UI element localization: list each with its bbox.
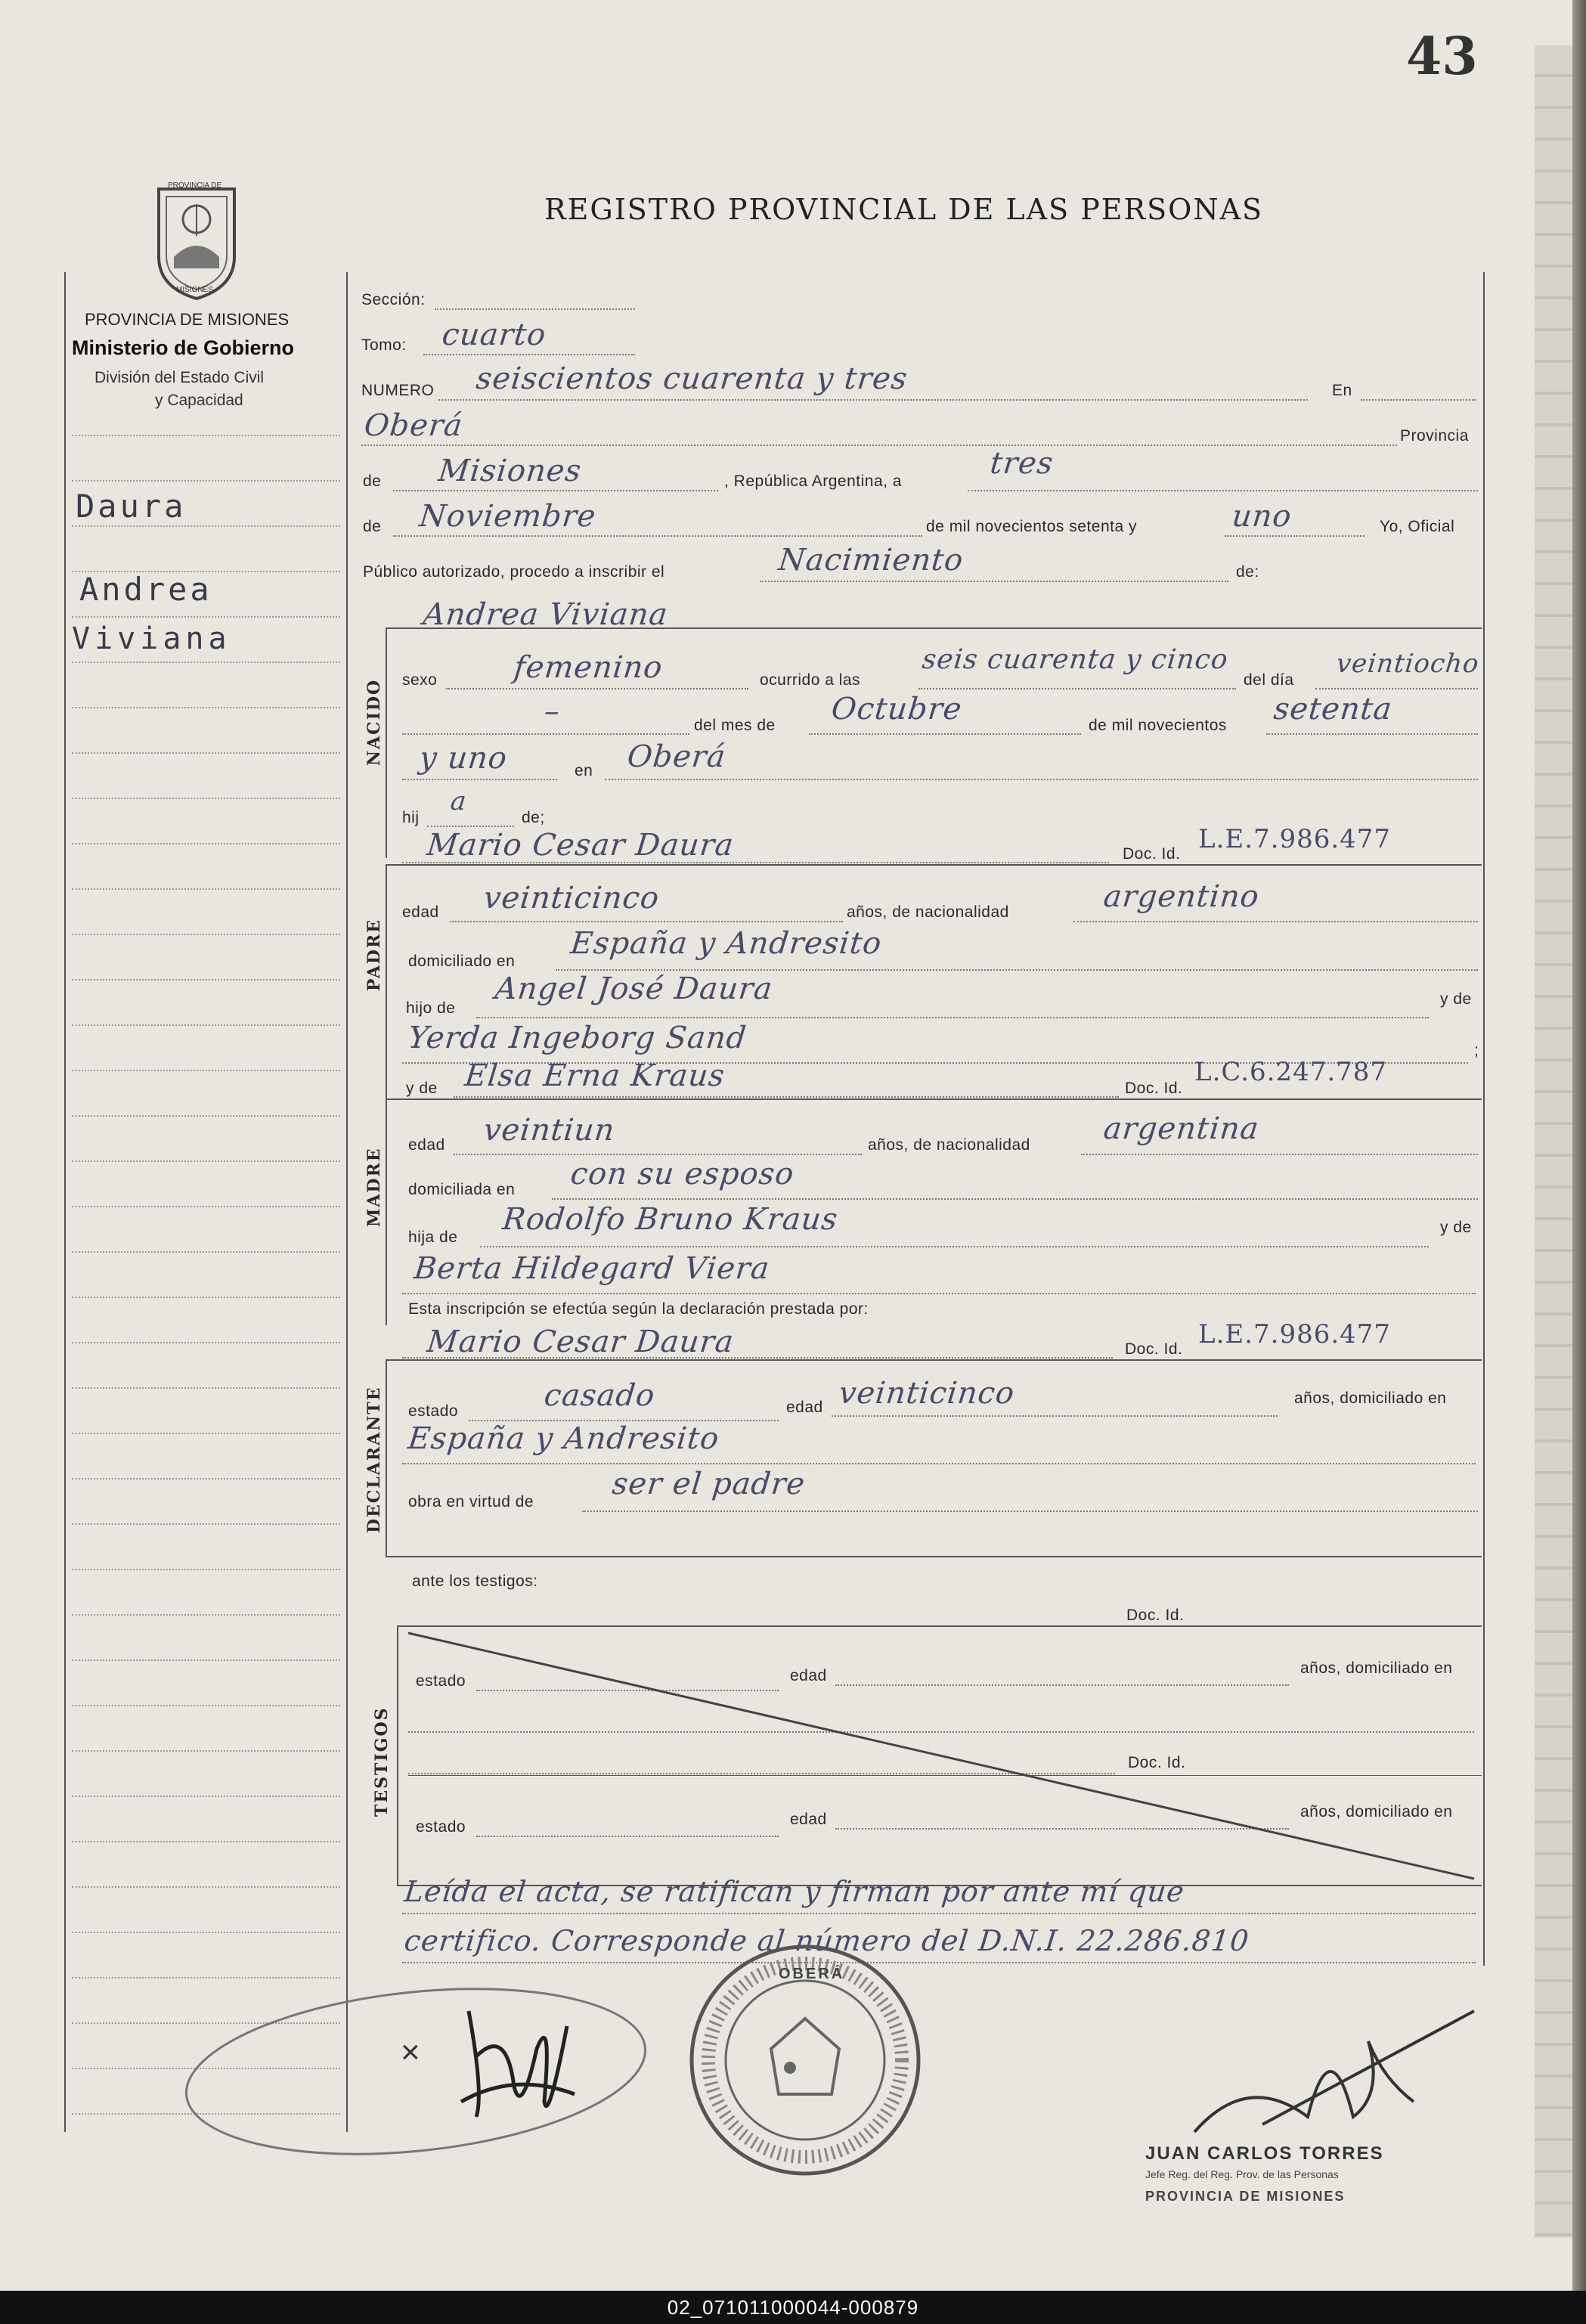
testigos-bracket: [397, 1625, 398, 1886]
margin-rule: [72, 843, 340, 844]
testigos-intro-label: ante los testigos:: [412, 1573, 538, 1590]
day-value: tres: [988, 446, 1055, 481]
padre-semicolon: ;: [1474, 1042, 1479, 1059]
column-divider: [346, 272, 348, 2132]
province-value: Misiones: [436, 454, 584, 488]
madre-name-line: [454, 1096, 1119, 1098]
madre-y-de-label-2: y de: [1440, 1219, 1472, 1236]
sexo-label: sexo: [402, 671, 438, 689]
nacido-name-value: Andrea Viviana: [421, 597, 670, 632]
margin-rule: [72, 1342, 340, 1343]
day-line: [968, 490, 1478, 491]
testigo-1-edad-label: edad: [790, 1667, 827, 1684]
de-label-2: de: [363, 518, 382, 535]
padre-edad-line: [450, 921, 843, 922]
province-label: PROVINCIA DE MISIONES: [85, 310, 290, 329]
dia-value: veintiocho: [1334, 649, 1481, 679]
seccion-line: [435, 308, 635, 310]
padre-nac-value: argentino: [1101, 879, 1262, 914]
binder-tabs: [1535, 45, 1572, 2238]
margin-surname: Daura: [76, 488, 187, 525]
padre-domicilio-label: domiciliado en: [408, 953, 516, 970]
numero-line: [438, 399, 1308, 401]
official-title-stamp: Jefe Reg. del Reg. Prov. de las Personas: [1145, 2168, 1339, 2180]
inscripcion-label: Esta inscripción se efectúa según la declaración prestada por:: [408, 1300, 869, 1318]
padre-bracket: [386, 864, 387, 1098]
testigo-2-edad-label: edad: [790, 1811, 827, 1828]
en-label: En: [1332, 382, 1352, 399]
testigo-1-estado-label: estado: [416, 1672, 466, 1690]
margin-rule: [72, 1523, 340, 1525]
anio-value-2: y uno: [417, 741, 510, 776]
publico-label: Público autorizado, procedo a inscribir el: [363, 563, 665, 581]
declarante-name-line: [402, 1357, 1113, 1359]
madre-nac-value: argentina: [1101, 1111, 1261, 1146]
madre-domicilio-line: [552, 1198, 1478, 1200]
acta-value: Nacimiento: [776, 543, 965, 578]
testigo-2-anos-label: años, domiciliado en: [1300, 1803, 1453, 1820]
official-name-stamp: JUAN CARLOS TORRES: [1145, 2143, 1384, 2164]
hij-line: [427, 826, 514, 827]
margin-rule: [72, 752, 340, 754]
sexo-line: [446, 688, 748, 689]
official-province-stamp: PROVINCIA DE MISIONES: [1145, 2189, 1346, 2204]
ocurrido-label: ocurrido a las: [760, 671, 861, 689]
margin-rule: [72, 1251, 340, 1253]
testigos-label: TESTIGOS: [372, 1706, 392, 1817]
margin-rule: [72, 1206, 340, 1207]
anio-line: [1266, 733, 1478, 735]
tomo-label: Tomo:: [361, 336, 407, 354]
mil-label: de mil novecientos setenta y: [926, 518, 1137, 535]
tomo-line: [423, 354, 635, 355]
madre-doc-label: Doc. Id.: [1125, 1080, 1183, 1097]
declarante-doc-value: L.E.7.986.477: [1198, 1319, 1392, 1349]
testigo-2-estado-label: estado: [416, 1818, 466, 1836]
numero-value: seiscientos cuarenta y tres: [474, 361, 909, 396]
madre-name-value: Elsa Erna Kraus: [463, 1058, 727, 1093]
madre-nac-line: [1081, 1154, 1478, 1155]
declarante-obra-value: ser el padre: [610, 1467, 807, 1501]
padre-edad-label: edad: [402, 903, 439, 921]
right-frame-line: [1483, 272, 1485, 1966]
margin-rule: [72, 934, 340, 935]
declarante-bottom-line: [386, 1556, 1482, 1557]
declarante-edad-value: veinticinco: [837, 1376, 1017, 1411]
republica-label: , República Argentina, a: [724, 473, 902, 490]
madre-nac-label: años, de nacionalidad: [868, 1136, 1030, 1154]
anio2-line: [402, 779, 557, 780]
nacido-dash: –: [542, 694, 562, 729]
margin-rule: [72, 1115, 340, 1117]
mil-novecientos-label: de mil novecientos: [1089, 717, 1227, 734]
declarante-domicilio-value: España y Andresito: [406, 1421, 721, 1456]
oficial-label: Yo, Oficial: [1380, 518, 1455, 535]
madre-doc-value: L.C.6.247.787: [1194, 1057, 1388, 1087]
padre-top-line: [386, 864, 1482, 866]
lugar-line: [605, 779, 1478, 780]
padre-name-value: Mario Cesar Daura: [425, 828, 736, 863]
madre-label: MADRE: [364, 1147, 384, 1227]
page-number: 43: [1406, 26, 1478, 87]
sexo-value: femenino: [512, 650, 664, 685]
dash-line: [402, 733, 689, 735]
declarante-name-value: Mario Cesar Daura: [425, 1325, 736, 1359]
testigo-1-doc-label: Doc. Id.: [1126, 1607, 1185, 1624]
city-line: [361, 445, 1397, 446]
margin-rule: [72, 1932, 340, 1933]
margin-rule: [72, 1433, 340, 1434]
margin-rule: [72, 1750, 340, 1752]
madre-edad-line: [454, 1154, 862, 1155]
margin-rule: [72, 1478, 340, 1480]
margin-rule: [72, 1070, 340, 1071]
margin-rule: [72, 707, 340, 708]
margin-rule: [72, 1387, 340, 1389]
padre-name-line: [402, 862, 1109, 863]
year-value: uno: [1230, 499, 1294, 534]
hij-value: a: [448, 786, 469, 816]
padre-y-de-label: y de: [1440, 990, 1472, 1008]
round-stamp-center: OBERÁ: [779, 1966, 845, 1982]
margin-rule: [72, 1297, 340, 1298]
dia-line: [1315, 688, 1478, 689]
margin-rule: [72, 798, 340, 799]
numero-label: NUMERO: [361, 382, 435, 399]
madre-hija-line: [480, 1246, 1429, 1247]
testigo-2-doc-label: Doc. Id.: [1128, 1754, 1186, 1771]
padre-domicilio-line: [556, 969, 1478, 971]
hij-label: hij: [402, 809, 420, 826]
padre-nac-label: años, de nacionalidad: [847, 903, 1009, 921]
padre-doc-label: Doc. Id.: [1123, 845, 1181, 863]
declarante-edad-line: [832, 1415, 1278, 1417]
margin-rule: [72, 888, 340, 890]
padre-hijo-line: [476, 1017, 1429, 1018]
seccion-label: Sección:: [361, 291, 426, 308]
margin-name-2: Viviana: [72, 621, 231, 656]
padre-edad-value: veinticinco: [482, 881, 661, 916]
closing-line-2-rule: [402, 1962, 1476, 1963]
margin-rule: [72, 1796, 340, 1797]
declarante-estado-value: casado: [542, 1378, 657, 1413]
madre-madre-line: [402, 1293, 1476, 1294]
closing-line-1-rule: [402, 1913, 1476, 1914]
closing-line-1: Leída el acta, se ratifican y firman por ante mí que: [402, 1875, 1187, 1908]
mes-value: Octubre: [829, 692, 964, 727]
madre-top-line: [386, 1098, 1482, 1100]
declarante-edad-label: edad: [786, 1399, 823, 1416]
x-mark: ×: [401, 2034, 420, 2071]
hora-value: seis cuarenta y cinco: [920, 644, 1230, 675]
mes-label: del mes de: [694, 717, 776, 734]
nacido-label: NACIDO: [364, 678, 384, 766]
declarante-doc-label: Doc. Id.: [1125, 1340, 1183, 1358]
seal-text-bottom: MISIONES: [176, 286, 213, 294]
madre-y-de-label: y de: [406, 1080, 438, 1097]
margin-name-1: Andrea: [79, 571, 212, 608]
de-label: de: [363, 473, 382, 490]
tomo-value: cuarto: [440, 318, 548, 352]
province-line: [393, 490, 718, 491]
madre-edad-value: veintiun: [482, 1113, 617, 1148]
declarante-obra-line: [582, 1511, 1478, 1512]
margin-rule: [72, 662, 340, 663]
cancel-strike-line: [401, 1625, 1482, 1886]
margin-rule: [72, 1705, 340, 1706]
left-frame-line: [64, 272, 66, 2132]
page-title: REGISTRO PROVINCIAL DE LAS PERSONAS: [544, 193, 1264, 226]
declarant-signature: [438, 1981, 590, 2132]
ministry-label: Ministerio de Gobierno: [72, 336, 295, 359]
year-line: [1225, 535, 1365, 537]
seal-text-top: PROVINCIA DE: [168, 181, 222, 190]
dia-label: del día: [1244, 671, 1294, 689]
mes-line: [809, 733, 1081, 735]
padre-domicilio-value: España y Andresito: [568, 926, 884, 961]
division-label: División del Estado Civil: [94, 369, 265, 386]
madre-bracket: [386, 1098, 387, 1325]
padre-label: PADRE: [364, 918, 384, 992]
city-value: Oberá: [362, 408, 465, 443]
margin-rule: [72, 480, 340, 482]
margin-rule: [72, 1886, 340, 1888]
declarante-label: DECLARANTE: [364, 1386, 384, 1533]
madre-hija-label: hija de: [408, 1229, 458, 1246]
image-id-bar: [0, 2291, 1586, 2324]
madre-madre-value: Berta Hildegard Viera: [412, 1251, 772, 1286]
hora-line: [918, 688, 1236, 689]
padre-madre-value: Yerda Ingeborg Sand: [406, 1021, 748, 1055]
padre-hijo-label: hijo de: [406, 999, 456, 1017]
declarante-top-line: [386, 1359, 1482, 1361]
declarante-obra-label: obra en virtud de: [408, 1493, 534, 1511]
padre-doc-value: L.E.7.986.477: [1198, 824, 1392, 854]
book-binding-edge: [1572, 0, 1586, 2291]
testigo-1-anos-label: años, domiciliado en: [1300, 1659, 1453, 1677]
de-colon-label: de:: [1236, 563, 1259, 581]
margin-rule: [72, 435, 340, 436]
madre-hija-value: Rodolfo Bruno Kraus: [500, 1202, 840, 1237]
declarante-estado-label: estado: [408, 1402, 459, 1420]
padre-nac-line: [1073, 921, 1478, 922]
lugar-value: Oberá: [625, 739, 728, 774]
margin-rule: [72, 616, 340, 618]
en-line: [1361, 399, 1476, 401]
image-id-text: 02_071011000044-000879: [667, 2295, 919, 2319]
margin-rule: [72, 1024, 340, 1026]
margin-rule: [72, 1841, 340, 1842]
margin-rule: [72, 1160, 340, 1162]
official-signature: [1157, 1981, 1489, 2147]
declarante-domicilio-line: [402, 1463, 1476, 1464]
month-value: Noviembre: [417, 499, 598, 534]
declarante-anos-label: años, domiciliado en: [1294, 1390, 1447, 1407]
margin-rule: [72, 1569, 340, 1570]
madre-domicilio-label: domiciliada en: [408, 1181, 516, 1198]
closing-line-2: certifico. Corresponde al número del D.N.I. 22.286.810: [402, 1924, 1251, 1957]
acta-line: [760, 581, 1228, 582]
declarante-bracket: [386, 1359, 387, 1556]
month-line: [393, 535, 922, 537]
margin-rule: [72, 1614, 340, 1616]
en-label-nacido: en: [575, 762, 593, 779]
de-semicolon-label: de;: [522, 809, 545, 826]
provincial-seal: [144, 174, 249, 302]
nacido-bracket: [386, 627, 387, 858]
margin-rule: [72, 1659, 340, 1661]
anio-value: setenta: [1272, 692, 1395, 727]
padre-hijo-value: Angel José Daura: [493, 971, 775, 1006]
margin-rule: [72, 525, 340, 527]
madre-edad-label: edad: [408, 1136, 445, 1154]
madre-domicilio-value: con su esposo: [568, 1157, 796, 1191]
provincia-label: Provincia: [1400, 427, 1469, 445]
margin-rule: [72, 979, 340, 981]
capacity-label: y Capacidad: [155, 392, 243, 409]
